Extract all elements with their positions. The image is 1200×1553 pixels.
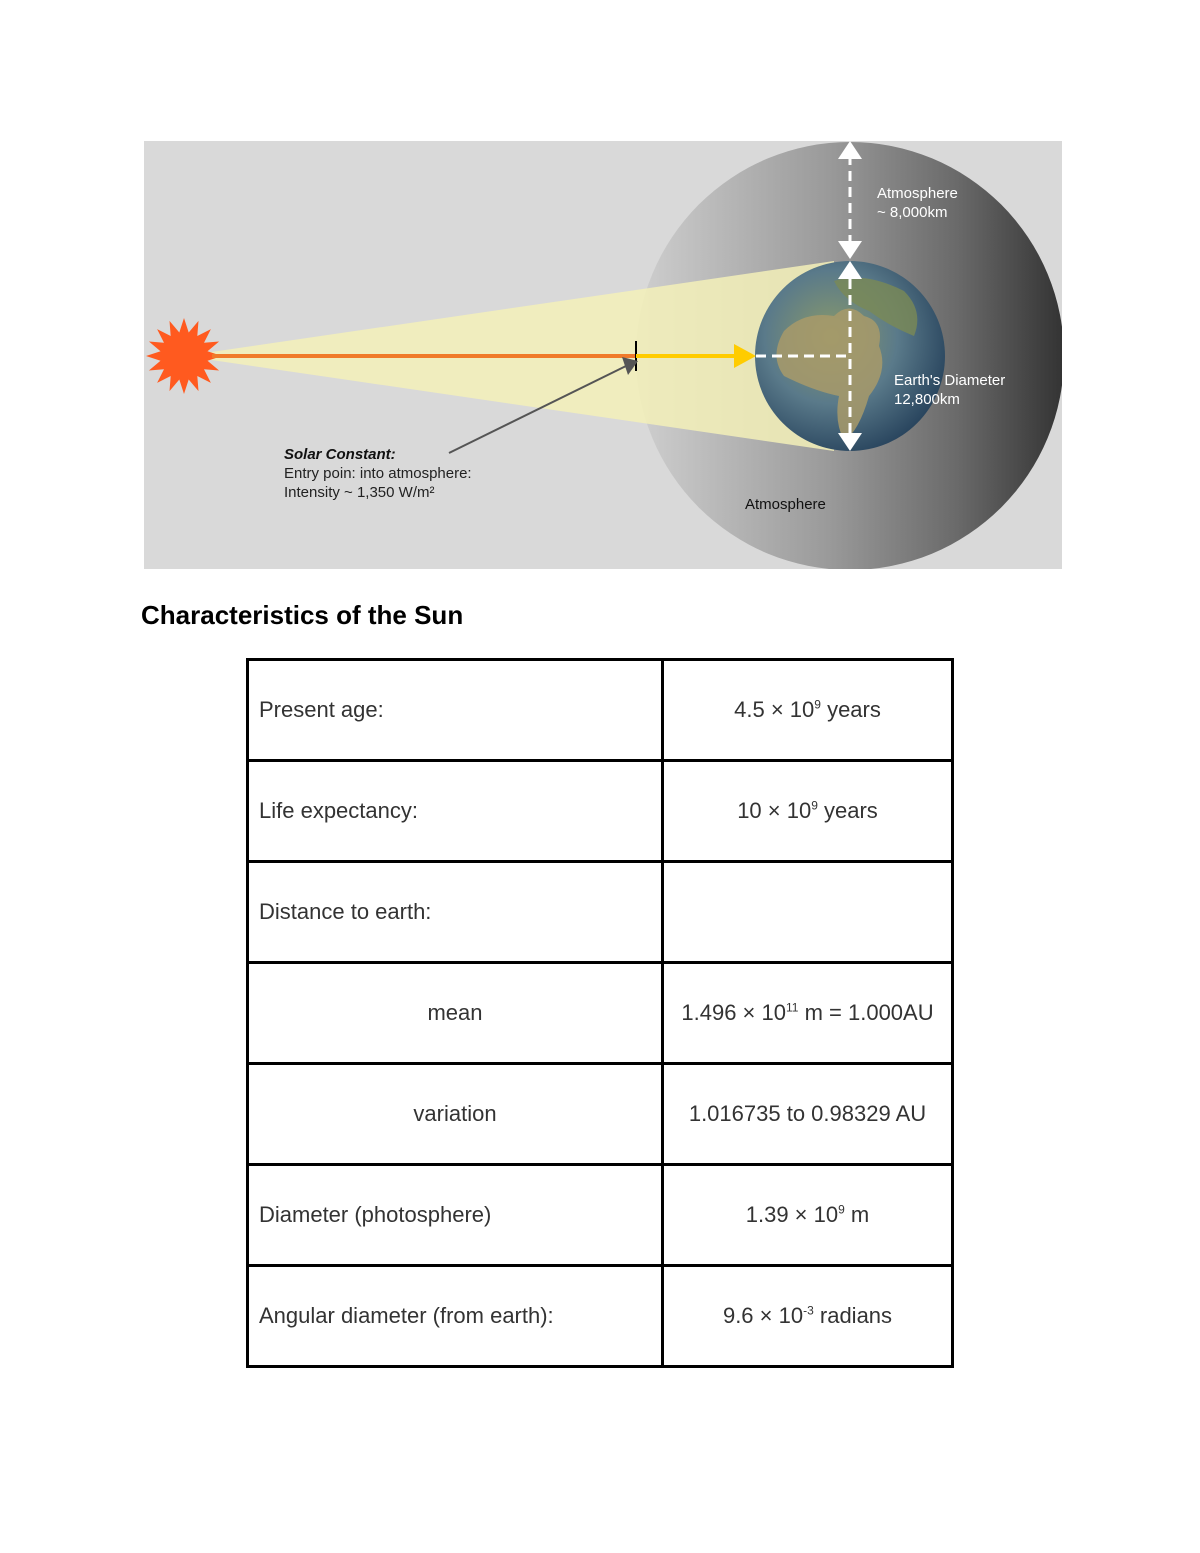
- value-base: 9.6 × 10: [722, 1303, 804, 1328]
- sun-characteristics-table: [246, 658, 954, 1368]
- atmosphere-top-value: ~ 8,000km: [877, 204, 948, 221]
- row-value: [663, 761, 953, 862]
- value-exponent: 11: [786, 1000, 799, 1015]
- row-label: Distance to earth:: [248, 862, 663, 963]
- value-unit: years: [820, 697, 881, 722]
- earth-diameter-label: Earth's Diameter: [894, 372, 1006, 389]
- value-base: 1.016735 to 0.98329 AU: [688, 1101, 927, 1126]
- table-row: [248, 862, 953, 963]
- earth-diameter-value: 12,800km: [894, 391, 960, 408]
- value-unit: radians: [813, 1303, 893, 1328]
- value-base: 4.5 × 10: [734, 697, 815, 722]
- row-value: [663, 862, 953, 963]
- sun-icon: [146, 318, 222, 394]
- value-unit: m: [844, 1202, 870, 1227]
- value-exponent: -3: [803, 1303, 814, 1318]
- solar-constant-line1: Entry poin: into atmosphere:: [284, 465, 472, 482]
- value-unit: m = 1.000AU: [798, 1000, 934, 1025]
- row-value: [663, 1064, 953, 1165]
- value-base: 1.39 × 10: [745, 1202, 839, 1227]
- value-exponent: 9: [838, 1202, 845, 1217]
- row-label: variation: [248, 1064, 663, 1165]
- solar-constant-line2: Intensity ~ 1,350 W/m²: [284, 484, 435, 501]
- row-value: [663, 963, 953, 1064]
- row-value: [663, 1266, 953, 1367]
- row-label: Present age:: [248, 660, 663, 761]
- table-row: [248, 1064, 953, 1165]
- table-row: [248, 1266, 953, 1367]
- row-value: [663, 1165, 953, 1266]
- solar-constant-title: Solar Constant:: [284, 446, 396, 463]
- table-row: [248, 1165, 953, 1266]
- row-label: Diameter (photosphere): [248, 1165, 663, 1266]
- value-base: 10 × 10: [737, 798, 812, 823]
- table-row: [248, 761, 953, 862]
- sun-earth-diagram: [144, 141, 1062, 569]
- table-row: [248, 660, 953, 761]
- value-unit: years: [817, 798, 878, 823]
- atmosphere-bottom-label: Atmosphere: [745, 496, 826, 513]
- page-heading: Characteristics of the Sun: [141, 600, 464, 630]
- diagram-canvas: [144, 141, 1062, 569]
- row-label: Life expectancy:: [248, 761, 663, 862]
- row-label: mean: [248, 963, 663, 1064]
- table-row: [248, 963, 953, 1064]
- row-label: Angular diameter (from earth):: [248, 1266, 663, 1367]
- row-value: [663, 660, 953, 761]
- atmosphere-top-label: Atmosphere: [877, 185, 958, 202]
- value-base: 1.496 × 10: [681, 1000, 786, 1025]
- value-exponent: 9: [811, 798, 818, 813]
- value-exponent: 9: [814, 697, 821, 712]
